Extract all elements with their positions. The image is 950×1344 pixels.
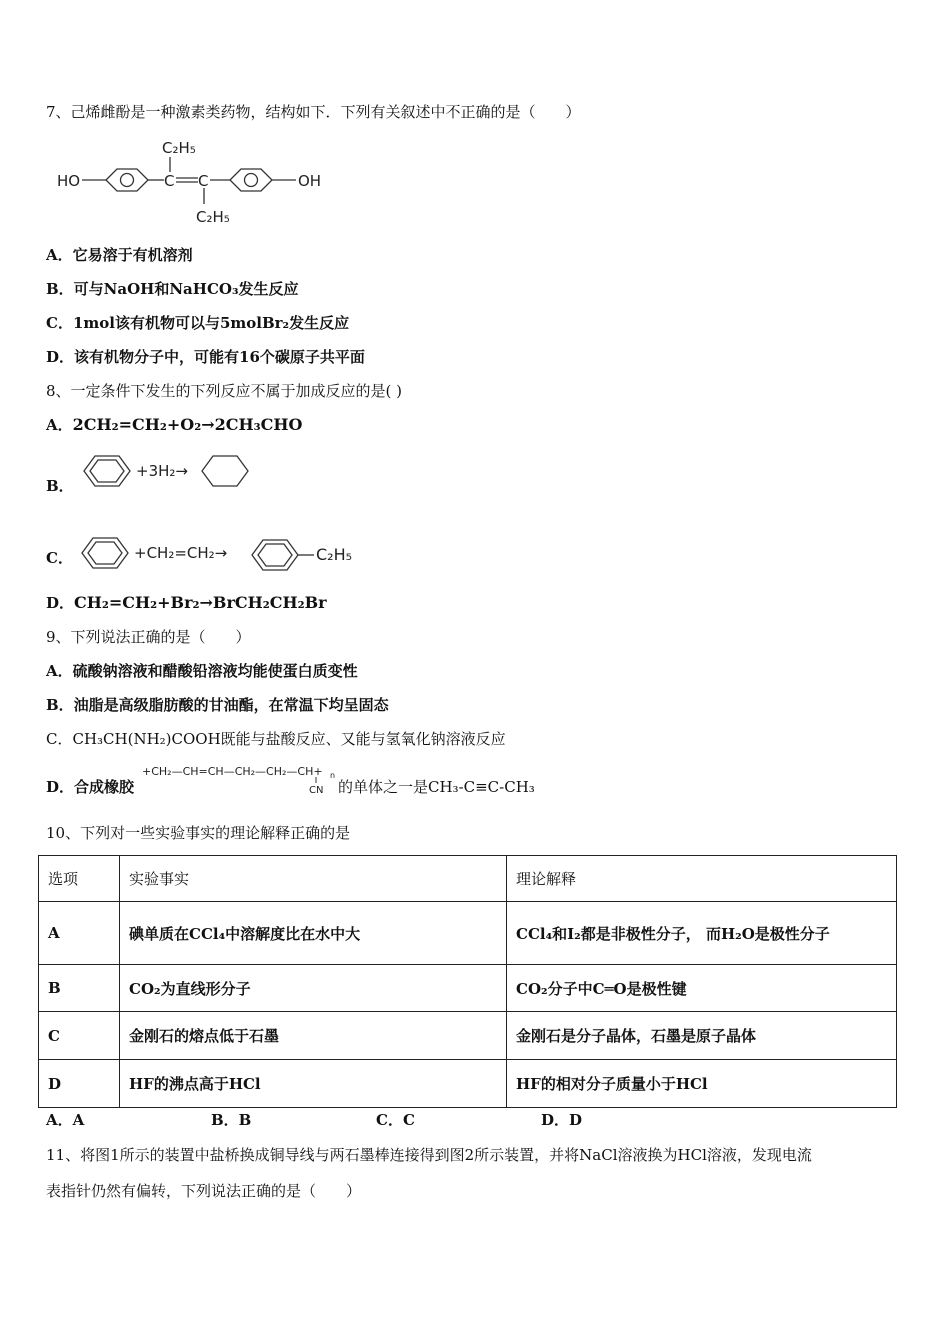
q7-c1-label: C — [164, 172, 175, 190]
table-cell-option: A — [39, 902, 120, 965]
q9-option-b: B．油脂是高级脂肪酸的甘油酯，在常温下均呈固态 — [46, 696, 389, 714]
q9-polymer-cn: CN — [309, 785, 324, 796]
q7-stem: 7、己烯雌酚是一种激素类药物，结构如下．下列有关叙述中不正确的是（ ） — [46, 103, 581, 121]
q8-option-a-label: A． — [46, 416, 73, 434]
table-row — [39, 1012, 897, 1060]
q8-option-b-label: B． — [46, 477, 74, 495]
q9-polymer-chain: +CH₂—CH=CH—CH₂—CH₂—CH+ — [142, 765, 323, 778]
q8-option-a-equation: 2CH₂=CH₂+O₂→2CH₃CHO — [72, 415, 303, 434]
q9-polymer-structure — [140, 760, 340, 796]
q8-option-b-equation: +3H₂→ — [136, 462, 188, 480]
table-cell-fact: 碘单质在CCl₄中溶解度比在水中大 — [120, 902, 507, 965]
q8-stem: 8、一定条件下发生的下列反应不属于加成反应的是( ) — [46, 382, 403, 400]
q8-option-c-label: C． — [46, 549, 73, 567]
q8-option-d-equation: CH₂=CH₂+Br₂→BrCH₂CH₂Br — [74, 593, 327, 612]
table-header-fact: 实验事实 — [120, 856, 507, 902]
q8-option-c-equation: +CH₂=CH₂→ — [134, 544, 228, 562]
q7-option-c: C．1mol该有机物可以与5molBr₂发生反应 — [46, 314, 350, 332]
q9-polymer-n: n — [330, 771, 336, 780]
q10-choice-b: B．B — [211, 1111, 252, 1129]
table-cell-explanation: HF的相对分子质量小于HCl — [507, 1060, 897, 1108]
q8-option-c-ethyl: C₂H₅ — [316, 545, 353, 564]
q9-option-a: A．硫酸钠溶液和醋酸铅溶液均能使蛋白质变性 — [46, 662, 358, 680]
q10-stem: 10、下列对一些实验事实的理论解释正确的是 — [46, 824, 351, 842]
table-header-explanation: 理论解释 — [507, 856, 897, 902]
q7-option-b: B．可与NaOH和NaHCO₃发生反应 — [46, 280, 299, 298]
q9-stem: 9、下列说法正确的是（ ） — [46, 628, 251, 646]
q7-bottom-ethyl: C₂H₅ — [196, 208, 230, 226]
q9-option-c: C．CH₃CH(NH₂)COOH既能与盐酸反应、又能与氢氧化钠溶液反应 — [46, 730, 506, 748]
table-header-option: 选项 — [39, 856, 120, 902]
q7-option-a: A．它易溶于有机溶剂 — [46, 246, 193, 264]
table-cell-fact: 金刚石的熔点低于石墨 — [120, 1012, 507, 1060]
q8-option-b-diagram — [80, 452, 260, 492]
table-row — [39, 965, 897, 1012]
q7-ho-label: HO — [57, 172, 81, 190]
table-cell-fact: CO₂为直线形分子 — [120, 965, 507, 1012]
table-row — [39, 902, 897, 965]
table-cell-explanation: CCl₄和I₂都是非极性分子， 而H₂O是极性分子 — [507, 902, 897, 965]
q7-oh-label: OH — [298, 172, 322, 190]
table-cell-option: D — [39, 1060, 120, 1108]
q10-choices — [46, 1110, 706, 1130]
q7-top-ethyl: C₂H₅ — [162, 139, 196, 157]
table-cell-fact: HF的沸点高于HCl — [120, 1060, 507, 1108]
q10-choice-a: A．A — [46, 1111, 85, 1129]
q7-c2-label: C — [198, 172, 209, 190]
table-row — [39, 1060, 897, 1108]
table-cell-option: C — [39, 1012, 120, 1060]
q7-option-d: D．该有机物分子中，可能有16个碳原子共平面 — [46, 348, 365, 366]
table-header-row — [39, 856, 897, 902]
q11-stem-line1: 11、将图1所示的装置中盐桥换成铜导线与两石墨棒连接得到图2所示装置，并将NaCl溶液换为HCl溶液，发现电流 — [46, 1146, 812, 1164]
table-cell-option: B — [39, 965, 120, 1012]
table-cell-explanation: CO₂分子中C═O是极性键 — [507, 965, 897, 1012]
q10-choice-d: D．D — [541, 1111, 583, 1129]
q9-option-d-suffix: 的单体之一是CH₃-C≡C-CH₃ — [338, 778, 535, 796]
q10-table — [38, 855, 897, 1108]
table-cell-explanation: 金刚石是分子晶体，石墨是原子晶体 — [507, 1012, 897, 1060]
q10-choice-c: C．C — [376, 1111, 415, 1129]
q11-stem-line2: 表指针仍然有偏转，下列说法正确的是（ ） — [46, 1182, 362, 1200]
q8-option-d-label: D． — [46, 594, 75, 612]
q8-option-c-diagram — [80, 534, 370, 576]
q9-option-d-prefix: D．合成橡胶 — [46, 778, 135, 796]
q7-structure-diagram — [52, 136, 332, 232]
